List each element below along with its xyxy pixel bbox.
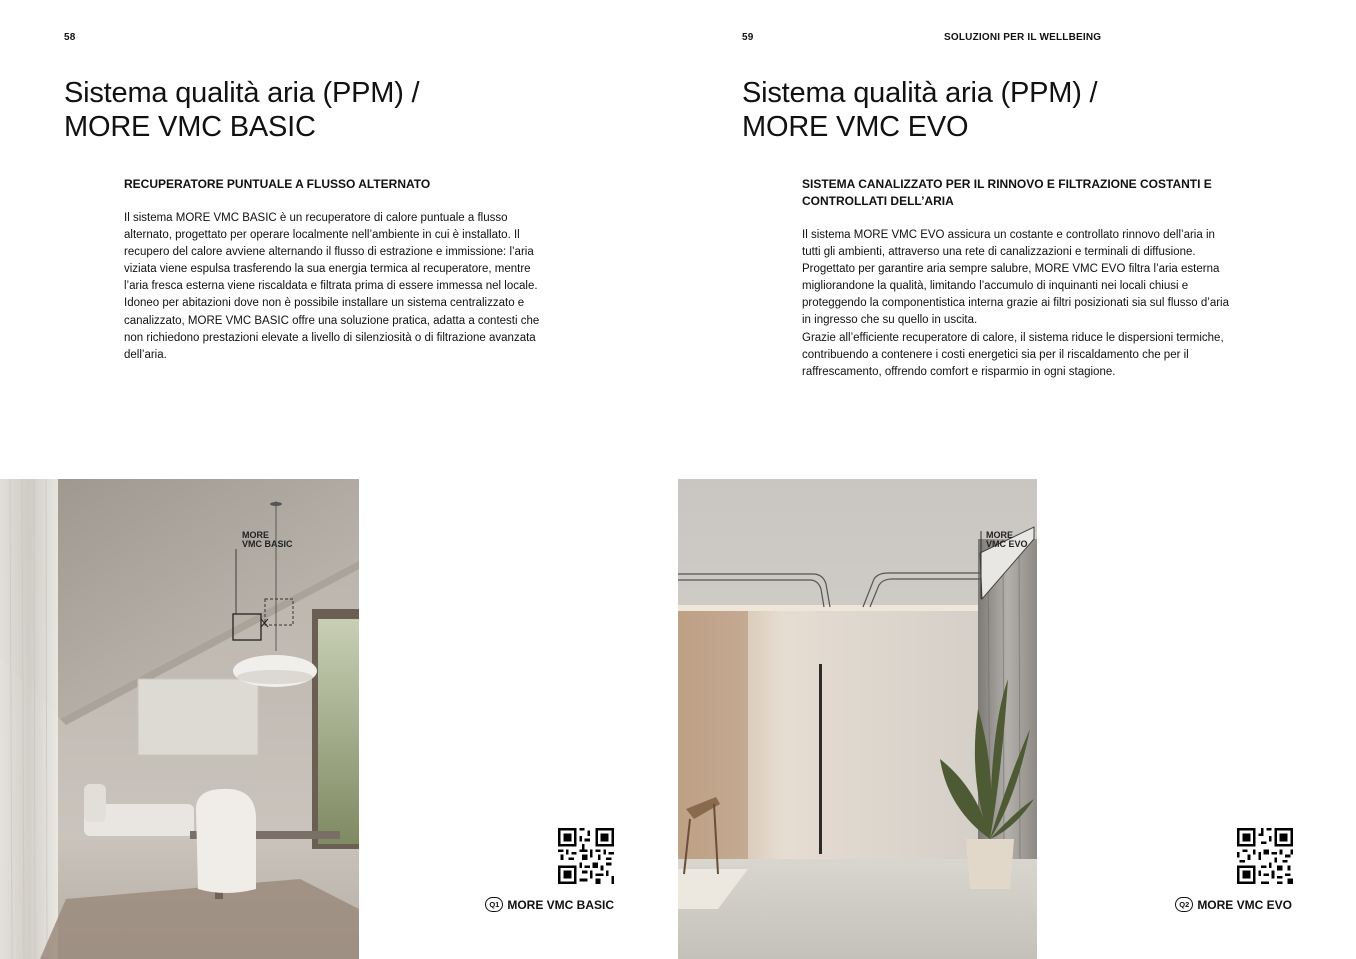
interior-photo-evo [678,479,1037,959]
callout-line-1: MORE [242,530,269,540]
title-line-2: MORE VMC BASIC [64,111,316,143]
qr-caption[interactable] [1175,897,1292,912]
page-number: 59 [742,32,754,43]
running-header: SOLUZIONI PER IL WELLBEING [944,32,1102,43]
body-paragraph: Grazie all’efficiente recuperatore di calore, il sistema riduce le dispersioni termiche, contribuendo a contenere i costi energetici sia per il riscaldamento che per il raffrescamento, offrendo comfort e risparmio in ogni stagione. [802,331,1224,378]
body-paragraph: Idoneo per abitazioni dove non è possibile installare un sistema centralizzato e canalizzato, MORE VMC BASIC offre una soluzione pratica, adatta a contesti che non richiedono prestazioni elevate a livello di silenziosità o di filtrazione avanzata dell’aria. [124,297,540,361]
callout-line-2: VMC EVO [986,539,1028,549]
page-number: 58 [64,32,76,43]
right-page [678,0,1356,959]
product-callout [986,531,1028,549]
qr-caption-text: MORE VMC EVO [1197,897,1292,912]
living-room-illustration [0,479,359,959]
body-text [802,227,1232,381]
section-subheading: SISTEMA CANALIZZATO PER IL RINNOVO E FILTRAZIONE COSTANTI E CONTROLLATI DELL’ARIA [802,177,1212,208]
qr-caption[interactable] [485,897,614,912]
qr-caption-text: MORE VMC BASIC [507,897,614,912]
title-line-1: Sistema qualità aria (PPM) / [742,77,1098,109]
page-title [742,76,1097,144]
qr-badge: Q2 [1175,897,1193,912]
body-paragraph: Il sistema MORE VMC EVO assicura un costante e controllato rinnovo dell’aria in tutti gli ambienti, attraverso una rete di canalizzazioni e terminali di diffusione. Progettato per garantire aria sempre salubre, MORE VMC EVO filtra l’aria esterna migliorandone la qualità, limitando l’accumulo di inquinanti nei locali chiusi e proteggendo la componentistica interna grazie ai filtri posizionati sia sul flusso d’aria in ingresso che su quello in uscita. [802,229,1230,327]
callout-line-1: MORE [986,530,1013,540]
title-line-2: MORE VMC EVO [742,111,969,143]
title-line-1: Sistema qualità aria (PPM) / [64,77,420,109]
callout-line-2: VMC BASIC [242,539,293,549]
section-subheading: RECUPERATORE PUNTUALE A FLUSSO ALTERNATO [124,177,431,191]
interior-photo-basic [0,479,359,959]
qr-badge: Q1 [485,897,503,912]
body-text [124,210,554,364]
qr-code-icon[interactable] [558,828,614,884]
ducted-room-illustration [678,479,1037,959]
product-callout [242,531,293,549]
page-title [64,76,419,144]
body-paragraph: Il sistema MORE VMC BASIC è un recuperatore di calore puntuale a flusso alternato, progettato per operare localmente nell’ambiente in cui è installato. Il recupero del calore avviene alternando il flusso di estrazione e immissione: l’aria viziata viene espulsa trasferendo la sua energia termica al recuperatore, mentre l’aria fresca esterna viene riscaldata e filtrata prima di essere immessa nel locale. [124,212,538,293]
qr-code-icon[interactable] [1237,828,1293,884]
